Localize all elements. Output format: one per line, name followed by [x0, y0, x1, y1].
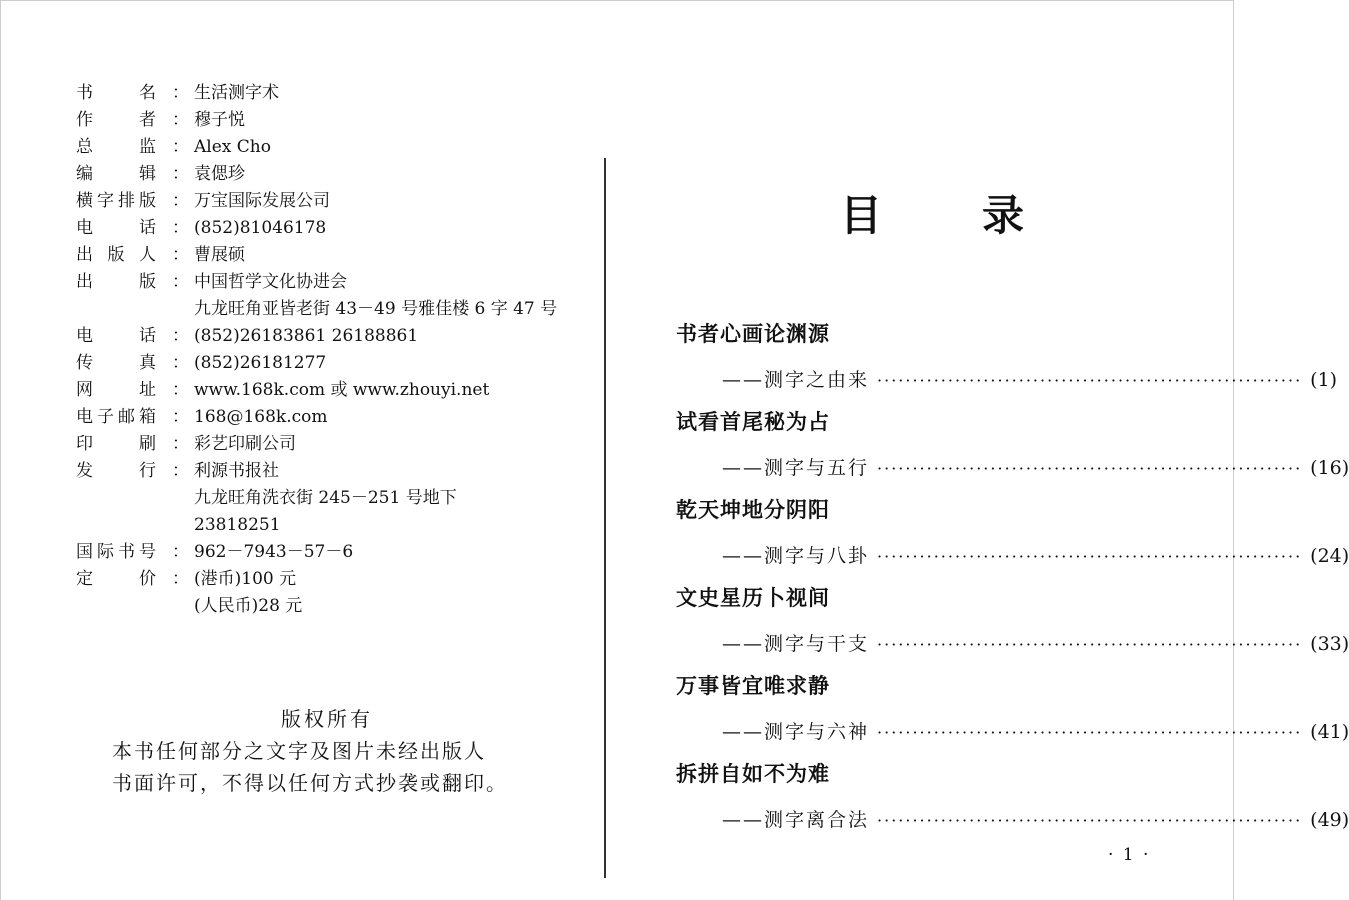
colophon-colon: ：: [172, 245, 189, 265]
colophon-label: 作 者: [76, 110, 156, 130]
colophon-value: 生活测字术: [194, 83, 279, 103]
toc-entry[interactable]: [676, 670, 1349, 758]
colophon-colon: ：: [172, 380, 189, 400]
toc-entry[interactable]: [676, 406, 1349, 494]
colophon-row: [76, 323, 596, 350]
colophon-row: [76, 458, 596, 485]
colophon-colon: ：: [172, 218, 189, 238]
colophon-label: 传 真: [76, 353, 156, 373]
toc-entry[interactable]: [676, 758, 1349, 846]
toc-subtitle: ——测字与干支: [722, 633, 870, 655]
toc-heading: 文史星历卜视间: [676, 586, 830, 610]
colophon-row: [76, 107, 596, 134]
colophon-value: 168@168k.com: [194, 407, 328, 427]
colophon-row: [76, 242, 596, 269]
toc-list: [676, 318, 1349, 846]
colophon-label: 国 际 书 号: [76, 542, 156, 562]
toc-subentry: [722, 716, 1349, 748]
toc-page-ref: (16): [1310, 457, 1349, 479]
toc-page-ref: (49): [1310, 809, 1349, 831]
toc-leader-dots: ····························································: [877, 459, 1303, 478]
colophon-value: 袁偲珍: [194, 164, 245, 184]
toc-page-ref: (1): [1310, 369, 1338, 391]
toc-entry[interactable]: [676, 582, 1349, 670]
colophon-row: [76, 269, 596, 296]
colophon-colon: ：: [172, 569, 189, 589]
colophon-label: 电 话: [76, 326, 156, 346]
copyright-line-2: 书面许可，不得以任何方式抄袭或翻印。: [112, 771, 508, 795]
colophon-row: [76, 485, 596, 512]
colophon-value: Alex Cho: [194, 137, 271, 157]
colophon-label: 书 名: [76, 83, 156, 103]
toc-title: 目录: [840, 191, 1125, 240]
page-number: · 1 ·: [1108, 845, 1151, 865]
toc-page-ref: (41): [1310, 721, 1349, 743]
colophon-label: 网 址: [76, 380, 156, 400]
colophon-row: [76, 593, 596, 620]
colophon-row: [76, 512, 596, 539]
colophon: [76, 80, 596, 620]
colophon-row: [76, 377, 596, 404]
colophon-value: 中国哲学文化协进会: [194, 272, 347, 292]
colophon-label: 定 价: [76, 569, 156, 589]
colophon-value: 穆子悦: [194, 110, 245, 130]
toc-heading: 万事皆宜唯求静: [676, 674, 830, 698]
colophon-row: [76, 215, 596, 242]
colophon-label: 编 辑: [76, 164, 156, 184]
colophon-colon: ：: [172, 407, 189, 427]
copyright-notice: [112, 703, 542, 799]
colophon-row: [76, 134, 596, 161]
colophon-value: 万宝国际发展公司: [194, 191, 330, 211]
toc-leader-dots: ····························································: [877, 371, 1303, 390]
colophon-value: (852)81046178: [194, 218, 327, 238]
colophon-row: [76, 80, 596, 107]
toc-page-ref: (33): [1310, 633, 1349, 655]
colophon-colon: ：: [172, 137, 189, 157]
colophon-value: (852)26181277: [194, 353, 327, 373]
toc-leader-dots: ····························································: [877, 547, 1303, 566]
colophon-value: 九龙旺角亚皆老街 43－49 号雅佳楼 6 字 47 号: [194, 299, 558, 319]
colophon-colon: ：: [172, 83, 189, 103]
colophon-label: 横 字 排 版: [76, 191, 156, 211]
colophon-row: [76, 566, 596, 593]
colophon-label: 总 监: [76, 137, 156, 157]
colophon-label: 印 刷: [76, 434, 156, 454]
toc-leader-dots: ····························································: [877, 723, 1303, 742]
colophon-row: [76, 431, 596, 458]
colophon-value: 23818251: [194, 515, 281, 535]
toc-subtitle: ——测字之由来: [722, 369, 870, 391]
colophon-label: 出 版 人: [76, 245, 156, 265]
toc-leader-dots: ····························································: [877, 635, 1303, 654]
toc-heading: 书者心画论渊源: [676, 322, 830, 346]
toc-subentry: [722, 628, 1349, 660]
colophon-value: 曹展硕: [194, 245, 245, 265]
colophon-value: 962－7943－57－6: [194, 542, 354, 562]
colophon-value: 九龙旺角洗衣街 245－251 号地下: [194, 488, 457, 508]
page-gutter-divider: [604, 158, 606, 878]
toc-leader-dots: ····························································: [877, 811, 1303, 830]
page-left-border: [0, 0, 1, 900]
toc-heading: 乾天坤地分阴阳: [676, 498, 830, 522]
colophon-value: (港币)100 元: [194, 569, 297, 589]
toc-entry[interactable]: [676, 318, 1338, 406]
colophon-value: 彩艺印刷公司: [194, 434, 296, 454]
colophon-value: (852)26183861 26188861: [194, 326, 419, 346]
colophon-label: 出 版: [76, 272, 156, 292]
colophon-row: [76, 539, 596, 566]
toc-subentry: [722, 364, 1338, 396]
colophon-label: 电 子 邮 箱: [76, 407, 156, 427]
toc-heading: 拆拼自如不为难: [676, 762, 830, 786]
toc-subentry: [722, 540, 1349, 572]
colophon-colon: ：: [172, 110, 189, 130]
toc-subtitle: ——测字与五行: [722, 457, 870, 479]
page-top-border: [0, 0, 1234, 1]
toc-subentry: [722, 452, 1349, 484]
colophon-value: (人民币)28 元: [194, 596, 303, 616]
colophon-row: [76, 404, 596, 431]
colophon-colon: ：: [172, 434, 189, 454]
colophon-colon: ：: [172, 461, 189, 481]
copyright-title: 版权所有: [281, 707, 373, 731]
toc-subtitle: ——测字与六神: [722, 721, 870, 743]
page-right-border: [1233, 0, 1234, 900]
colophon-label: 发 行: [76, 461, 156, 481]
colophon-colon: ：: [172, 353, 189, 373]
colophon-row: [76, 161, 596, 188]
toc-subentry: [722, 804, 1349, 836]
toc-page-ref: (24): [1310, 545, 1349, 567]
colophon-colon: ：: [172, 542, 189, 562]
colophon-colon: ：: [172, 164, 189, 184]
colophon-row: [76, 350, 596, 377]
toc-entry[interactable]: [676, 494, 1349, 582]
toc-subtitle: ——测字离合法: [722, 809, 870, 831]
colophon-colon: ：: [172, 191, 189, 211]
colophon-label: 电 话: [76, 218, 156, 238]
colophon-colon: ：: [172, 326, 189, 346]
toc-heading: 试看首尾秘为占: [676, 410, 830, 434]
colophon-colon: ：: [172, 272, 189, 292]
colophon-value: 利源书报社: [194, 461, 279, 481]
colophon-row: [76, 188, 596, 215]
colophon-row: [76, 296, 596, 323]
colophon-value: www.168k.com 或 www.zhouyi.net: [194, 380, 490, 400]
copyright-line-1: 本书任何部分之文字及图片未经出版人: [112, 739, 486, 763]
toc-subtitle: ——测字与八卦: [722, 545, 870, 567]
